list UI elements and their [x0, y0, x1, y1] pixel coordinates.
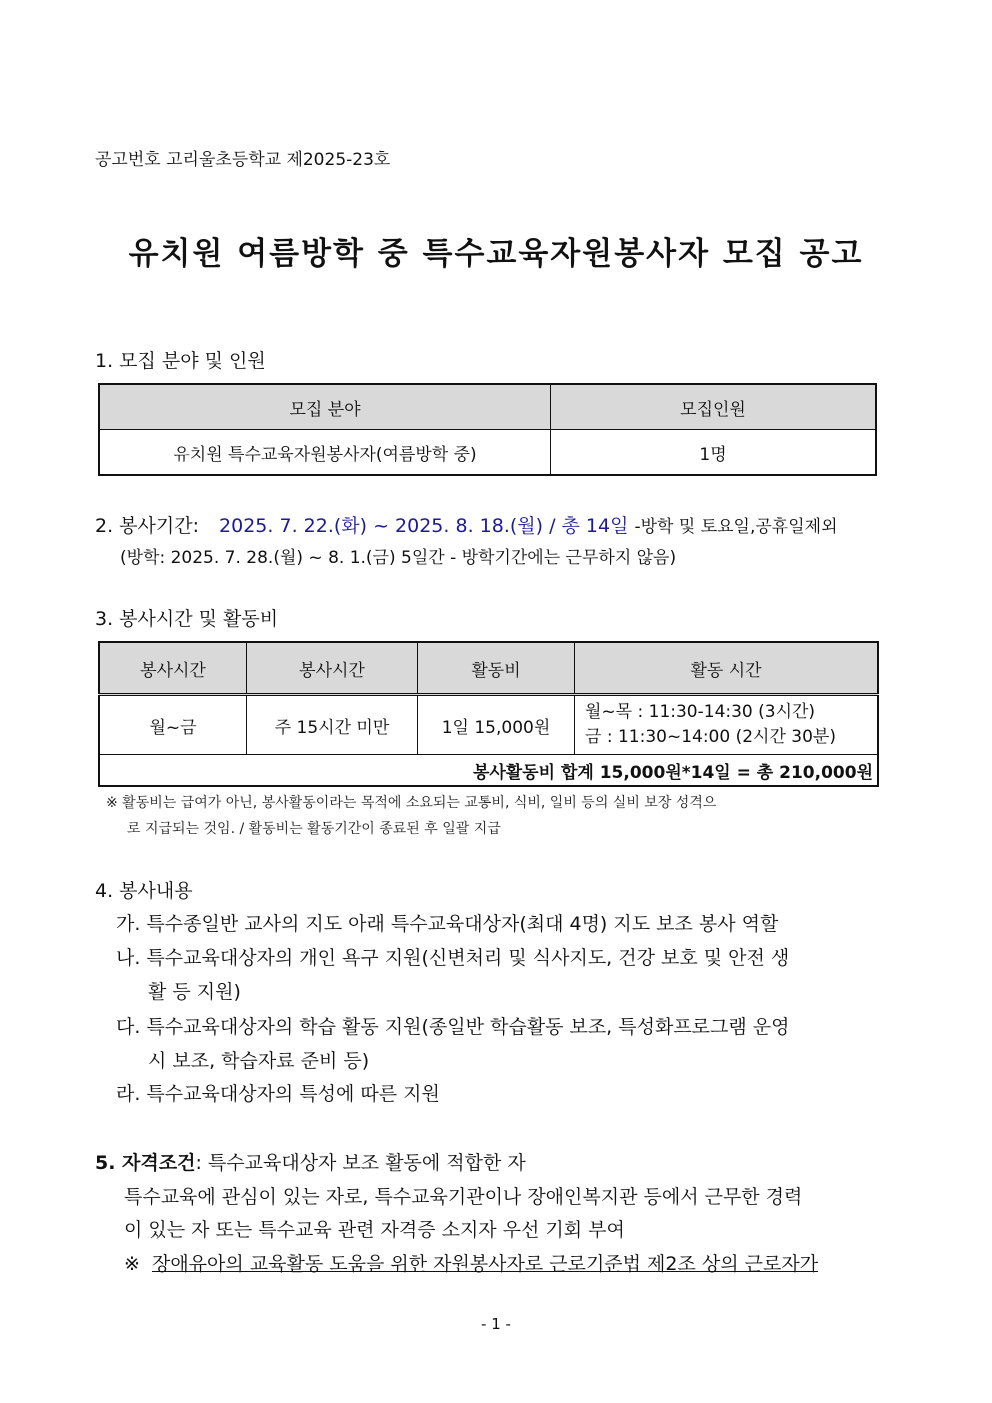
cell-hours: 주 15시간 미만 — [247, 695, 418, 755]
section1-heading: 1. 모집 분야 및 인원 — [95, 350, 266, 372]
qualification-line1: 특수교육에 관심이 있는 자로, 특수교육기관이나 장애인복지관 등에서 근무한 경력 — [124, 1186, 803, 1208]
period-exclusion: -방학 및 토요일,공휴일제외 — [634, 517, 838, 537]
cell-field: 유치원 특수교육자원봉사자(여름방학 중) — [99, 430, 551, 476]
service-period: 2025. 7. 22.(화) ~ 2025. 8. 18.(월) / 총 14일 — [219, 515, 629, 537]
section2-heading: 2. 봉사기간: — [95, 515, 199, 537]
page-title: 유치원 여름방학 중 특수교육자원봉사자 모집 공고 — [128, 236, 864, 272]
notice-number: 공고번호 고리울초등학교 제2025-23호 — [95, 150, 391, 170]
qualification-note — [124, 1249, 818, 1276]
time-mon-thu: 월~목 : 11:30-14:30 (3시간) — [585, 702, 816, 722]
content-item-da-cont: 시 보조, 학습자료 준비 등) — [148, 1050, 370, 1072]
content-item-da: 다. 특수교육대상자의 학습 활동 지원(종일반 학습활동 보조, 특성화프로그램 운영 — [116, 1016, 790, 1038]
section2-line — [95, 511, 838, 538]
section5-line — [95, 1148, 526, 1175]
header-field: 모집 분야 — [99, 384, 551, 430]
recruitment-table — [98, 383, 877, 476]
cell-activity-time — [575, 695, 879, 755]
header-activity-time: 활동 시간 — [575, 642, 879, 695]
content-item-na: 나. 특수교육대상자의 개인 욕구 지원(신변처리 및 식사지도, 건강 보호 및 안전 생 — [116, 947, 790, 969]
header-days: 봉사시간 — [99, 642, 247, 695]
header-fee: 활동비 — [418, 642, 575, 695]
section5-heading: 5. 자격조건 — [95, 1152, 196, 1174]
vacation-note: (방학: 2025. 7. 28.(월) ~ 8. 1.(금) 5일간 - 방학기간에는 근무하지 않음) — [120, 548, 677, 568]
hours-fee-table — [98, 641, 879, 787]
note-mark: ※ — [124, 1253, 140, 1275]
content-item-ga: 가. 특수종일반 교사의 지도 아래 특수교육대상자(최대 4명) 지도 보조 봉사 역할 — [116, 913, 779, 935]
qualification-note-text: 장애유아의 교육활동 도움을 위한 자원봉사자로 근로기준법 제2조 상의 근로자가 — [151, 1253, 819, 1275]
page-number: - 1 - — [481, 1315, 511, 1333]
cell-days: 월~금 — [99, 695, 247, 755]
content-item-na-cont: 활 등 지원) — [148, 981, 241, 1003]
time-fri: 금 : 11:30~14:00 (2시간 30분) — [585, 727, 836, 747]
qualification-line2: 이 있는 자 또는 특수교육 관련 자격증 소지자 우선 기회 부여 — [124, 1219, 625, 1241]
header-count: 모집인원 — [551, 384, 877, 430]
cell-count: 1명 — [551, 430, 877, 476]
fee-note-line1: ※ 활동비는 급여가 아닌, 봉사활동이라는 목적에 소요되는 교통비, 식비, 일비 등의 실비 보장 성격으 — [106, 795, 717, 811]
section4-heading: 4. 봉사내용 — [95, 880, 193, 902]
cell-fee: 1일 15,000원 — [418, 695, 575, 755]
content-item-ra: 라. 특수교육대상자의 특성에 따른 지원 — [116, 1083, 440, 1105]
section3-heading: 3. 봉사시간 및 활동비 — [95, 608, 279, 630]
section5-summary: : 특수교육대상자 보조 활동에 적합한 자 — [195, 1152, 526, 1174]
fee-note-line2: 로 지급되는 것임. / 활동비는 활동기간이 종료된 후 일괄 지급 — [127, 821, 501, 837]
fee-total: 봉사활동비 합계 15,000원*14일 = 총 210,000원 — [99, 755, 878, 787]
header-hours: 봉사시간 — [247, 642, 418, 695]
